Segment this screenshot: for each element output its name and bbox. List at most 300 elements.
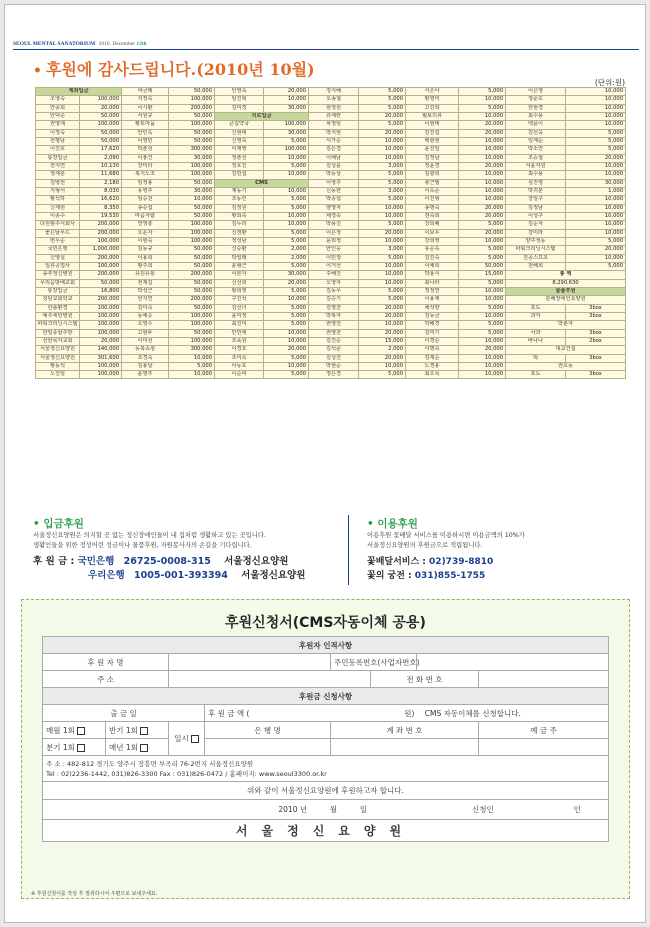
donor-name: 이현태 — [406, 121, 459, 129]
donor-amount: 5,000 — [264, 354, 309, 362]
donor-name: 신선희 — [215, 279, 264, 287]
donor-amount: 5,000 — [359, 196, 406, 204]
donor-name: 김승기 — [309, 296, 359, 304]
donor-name: 선한목자교회 — [36, 337, 80, 345]
donor-name: 과자 — [506, 312, 566, 320]
donor-amount: 10,000 — [459, 196, 506, 204]
donor-name: 박춘성 — [122, 146, 169, 154]
donor-amount: 50,000 — [80, 112, 122, 120]
donor-name: 전지연 — [36, 162, 80, 170]
donor-amount: 100,000 — [80, 121, 122, 129]
donor-name: 정재훈 — [36, 171, 80, 179]
org-name: 서울정신요양원 — [43, 820, 609, 842]
donor-amount: 50,000 — [169, 262, 215, 270]
donor-amount: 10,000 — [459, 312, 506, 320]
donor-name: 황석하 — [36, 196, 80, 204]
half-checkbox[interactable] — [140, 727, 148, 735]
donor-name: 구진석 — [215, 296, 264, 304]
donor-name: 이옥순 — [406, 187, 459, 195]
donor-amount: 5,000 — [459, 279, 506, 287]
donor-name: 일류공업사 — [36, 262, 80, 270]
donor-amount: 20,000 — [459, 346, 506, 354]
donor-row — [36, 179, 626, 187]
donor-amount: 200,000 — [80, 221, 122, 229]
donor-name: 이재영 — [215, 146, 264, 154]
donor-name: 신영실 — [36, 254, 80, 262]
donor-amount: 10,000 — [566, 171, 626, 179]
donor-row — [36, 154, 626, 162]
account-field[interactable] — [331, 739, 479, 756]
donor-amount: 10,000 — [359, 271, 406, 279]
donor-name: 3box — [566, 329, 626, 337]
donor-amount: 20,000 — [264, 346, 309, 354]
donor-amount: 10,000 — [264, 187, 309, 195]
donor-amount: 50,000 — [169, 212, 215, 220]
donor-amount: 10,000 — [459, 96, 506, 104]
donor-amount: 10,000 — [264, 154, 309, 162]
donor-amount: 3,000 — [359, 246, 406, 254]
donor-name: 조승철 — [506, 154, 566, 162]
donor-amount: 50,000 — [169, 129, 215, 137]
form-table — [42, 636, 609, 842]
donor-name: 조영숙 — [36, 96, 80, 104]
donor-row — [36, 96, 626, 104]
donor-name: 안덕준 — [36, 112, 80, 120]
account-number: 26725-0008-315 — [123, 556, 211, 567]
donor-name: 한지연 — [122, 296, 169, 304]
masthead-issue: 13th — [136, 41, 147, 47]
donor-name: 이순덕 — [215, 371, 264, 379]
donor-amount: 10,130 — [80, 162, 122, 170]
donor-name: 이동호 — [215, 362, 264, 370]
half-option[interactable] — [106, 722, 169, 739]
lump-label: 일시 — [174, 734, 189, 743]
donor-amount: 5,000 — [264, 162, 309, 170]
donor-amount: 301,600 — [80, 354, 122, 362]
donor-amount: 3,000 — [359, 187, 406, 195]
rrn-field[interactable] — [417, 654, 609, 671]
donor-name: 안영숙 — [215, 88, 264, 96]
donor-name: 김진순 — [309, 337, 359, 345]
donor-amount: 200,000 — [169, 296, 215, 304]
donor-name: 한일종합주방 — [36, 329, 80, 337]
donor-amount: 20,000 — [80, 337, 122, 345]
quarter-checkbox[interactable] — [77, 744, 85, 752]
account-bank: 국민은행 — [77, 556, 115, 567]
donor-amount: 10,000 — [459, 354, 506, 362]
seal-label: 인 — [573, 805, 581, 814]
usage-contacts — [367, 555, 493, 583]
donor-amount: 10,000 — [359, 279, 406, 287]
donor-row — [36, 262, 626, 270]
section-donor-header: 후원자 인적사항 — [43, 637, 609, 654]
donor-name: 3box — [566, 304, 626, 312]
donor-amount: 10,000 — [459, 187, 506, 195]
donor-amount: 20,000 — [459, 229, 506, 237]
donor-name: 다원범주식회사 — [36, 221, 80, 229]
donor-row — [36, 329, 626, 337]
donor-name: 강희영 — [406, 237, 459, 245]
donor-amount: 50,000 — [169, 179, 215, 187]
donor-name: 차정임 — [309, 121, 359, 129]
donor-amount: 50,000 — [169, 137, 215, 145]
donor-name: 신정환 — [215, 229, 264, 237]
donor-amount: 200,000 — [169, 104, 215, 112]
donor-amount: 5,000 — [169, 362, 215, 370]
donor-amount: 30,000 — [169, 187, 215, 195]
donor-name: 김은경 — [309, 146, 359, 154]
donor-name: 이은정 — [309, 229, 359, 237]
donor-amount: 200,000 — [80, 254, 122, 262]
donor-name: 이정숙 — [36, 129, 80, 137]
donor-amount: 15,000 — [459, 271, 506, 279]
donor-name: 임승천 — [122, 196, 169, 204]
donor-amount: 20,000 — [566, 154, 626, 162]
donor-name: 백윤이 — [506, 121, 566, 129]
donor-amount: 50,000 — [169, 112, 215, 120]
donor-row — [36, 171, 626, 179]
donor-section-header: 지로입금 — [215, 112, 309, 120]
donor-name: 김미기 — [406, 329, 459, 337]
donor-name: 김미경 — [215, 104, 264, 112]
donor-row — [36, 296, 626, 304]
donor-name: 파워크리닝시스템 — [506, 246, 566, 254]
donor-amount: 10,000 — [566, 229, 626, 237]
donor-name: 김정원 — [215, 204, 264, 212]
donor-name: 연영흥 — [122, 221, 169, 229]
donor-name: 황영미 — [406, 96, 459, 104]
donor-amount: 10,000 — [459, 287, 506, 295]
donor-name: 김선옥 — [506, 129, 566, 137]
donor-name: 포도 — [506, 371, 566, 379]
donor-name: 김광희 — [406, 171, 459, 179]
donor-row — [36, 221, 626, 229]
donor-amount: 30,000 — [264, 271, 309, 279]
donor-name: 김정남 — [406, 154, 459, 162]
half-label: 반기 1회 — [109, 725, 138, 735]
donor-name: 이경호 — [215, 346, 264, 354]
donor-name: 조경숙 — [122, 354, 169, 362]
newsletter-page — [4, 4, 646, 923]
donor-amount: 10,000 — [264, 212, 309, 220]
donor-name: 채경숙 — [309, 212, 359, 220]
donor-name: 강희혜 — [406, 221, 459, 229]
donor-amount: 10,000 — [566, 121, 626, 129]
flower-phone: 02)739-8810 — [429, 557, 494, 567]
donor-amount: 10,000 — [169, 354, 215, 362]
donor-name: 이본자 — [215, 271, 264, 279]
donor-amount: 5,000 — [264, 312, 309, 320]
donor-name: 박용진 — [309, 221, 359, 229]
donor-row — [36, 129, 626, 137]
donor-name: 양주생동 — [506, 237, 566, 245]
donor-amount: 5,000 — [566, 146, 626, 154]
donor-amount: 50,000 — [169, 88, 215, 96]
donor-name: 서은아 — [406, 88, 459, 96]
deposit-desc-line2: 생활인들을 위한 정성어린 성금이나 물품후원, 자원봉사자의 손길을 기다립니다. — [33, 542, 252, 549]
donor-name: 이거선 — [309, 262, 359, 270]
address-field[interactable] — [169, 671, 371, 688]
yearly-checkbox[interactable] — [140, 744, 148, 752]
donor-amount: 10,000 — [566, 96, 626, 104]
quarter-option[interactable] — [43, 739, 106, 756]
donor-amount: 5,000 — [459, 254, 506, 262]
donor-name: 채석양 — [406, 304, 459, 312]
org-contact: Tel : 02)2236-1442, 031)826-3300 Fax : 031)826-0472 / 홈페이지: www.seoul3300.or.kr — [46, 769, 327, 778]
donor-name: 안종희 — [36, 104, 80, 112]
donor-name: 노진일 — [36, 371, 80, 379]
donor-name-field[interactable] — [169, 654, 331, 671]
donor-amount: 30,000 — [264, 104, 309, 112]
donor-name: 서가순 — [309, 137, 359, 145]
donor-row — [36, 354, 626, 362]
donor-name: 이영민 — [122, 137, 169, 145]
donor-name: 박용식 — [406, 271, 459, 279]
usage-title — [367, 516, 418, 531]
deposit-desc-line1: 서울정신요양원은 의지할 곳 없는 정신장애인들이 내 집처럼 생활하고 있는 곳입니다. — [33, 532, 266, 539]
donor-amount: 20,000 — [359, 112, 406, 120]
donor-name: 오영수 — [122, 321, 169, 329]
bullet-dot-icon: • — [367, 518, 378, 530]
donor-amount: 11,680 — [80, 171, 122, 179]
donor-name: 임진혁 — [215, 96, 264, 104]
apply-statement: 위와 같이 서울정신요양원에 후원하고자 합니다. — [43, 782, 609, 800]
donor-name: 이홍건 — [122, 154, 169, 162]
unit-label: (단위:원) — [594, 78, 625, 87]
donor-name-label: 후 원 자 명 — [43, 654, 169, 671]
donor-name: 김동금 — [406, 312, 459, 320]
donor-amount: 50,000 — [169, 246, 215, 254]
donor-name: 윤희정 — [309, 237, 359, 245]
donor-name: 서울정신요양원 — [36, 354, 80, 362]
donor-amount: 10,000 — [264, 362, 309, 370]
donor-amount: 10,000 — [459, 146, 506, 154]
rrn-label: 주민등록번호(사업자번호) — [331, 654, 417, 671]
usage-desc-line1: 이용후원 꽃배달 서비스를 이용하시면 이용금액의 10%가 — [367, 532, 525, 539]
bank-col-header: 은 행 명 — [205, 722, 331, 739]
donor-amount: 1,000 — [566, 187, 626, 195]
donor-name: 송명숙 — [406, 204, 459, 212]
donor-name: 월보의류 — [406, 112, 459, 120]
donor-amount: 5,000 — [264, 304, 309, 312]
donor-name: 박복자 — [309, 312, 359, 320]
donor-name: 이경순 — [406, 337, 459, 345]
donor-amount: 10,000 — [264, 96, 309, 104]
donor-amount: 100,000 — [169, 337, 215, 345]
donor-amount: 10,000 — [566, 212, 626, 220]
monthly-checkbox[interactable] — [77, 727, 85, 735]
holder-col-header: 예 금 주 — [479, 722, 609, 739]
thanks-title-text: 후원에 감사드립니다.(2010년 10월) — [45, 60, 315, 79]
donor-name: 김미숙 — [122, 304, 169, 312]
donor-amount: 5,000 — [359, 179, 406, 187]
donor-amount: 100,000 — [80, 96, 122, 104]
donor-amount: 100,000 — [80, 321, 122, 329]
donor-amount: 100,000 — [169, 162, 215, 170]
donor-name: 권호동 — [506, 362, 626, 370]
bullet-dot-icon: • — [33, 63, 42, 79]
donor-name: 박현순 — [309, 362, 359, 370]
donor-name: 양영자 — [309, 204, 359, 212]
donor-amount: 10,000 — [264, 337, 309, 345]
donor-name: 김성진 — [309, 354, 359, 362]
donor-name: 유순옥 — [406, 246, 459, 254]
donor-amount: 10,000 — [566, 104, 626, 112]
donor-amount: 16,800 — [80, 287, 122, 295]
garden-label: 꽃의 궁전 : — [367, 571, 412, 581]
donor-row — [36, 187, 626, 195]
donor-name: 이민정 — [309, 254, 359, 262]
donor-name: 송승섭 — [122, 204, 169, 212]
application-form — [21, 599, 630, 899]
donor-name: 황동석 — [36, 362, 80, 370]
donor-amount: 5,000 — [359, 287, 406, 295]
donor-amount: 50,000 — [80, 279, 122, 287]
donor-name: 노경용 — [406, 362, 459, 370]
donor-name: 유영주 — [122, 187, 169, 195]
donor-name: 전숙희 — [406, 212, 459, 220]
donor-row — [36, 121, 626, 129]
donor-name: 백광현 — [406, 137, 459, 145]
donor-row — [36, 88, 626, 96]
donor-name: 떡 — [506, 354, 566, 362]
donor-name: 오영자 — [309, 279, 359, 287]
donor-amount: 100,000 — [169, 171, 215, 179]
donor-amount: 20,000 — [359, 354, 406, 362]
org-address: 주 소 : 482-812 경기도 양주시 장흥면 부곡리 76-2번지 서울정신요양원 — [46, 759, 254, 768]
holder-field[interactable] — [479, 739, 609, 756]
donor-amount: 10,000 — [264, 221, 309, 229]
donor-name: 전해희 — [506, 262, 566, 270]
donor-amount: 100,000 — [169, 221, 215, 229]
quarter-label: 분기 1회 — [46, 742, 75, 752]
donor-name: 안인웅 — [309, 246, 359, 254]
donor-name: 박혜경 — [406, 321, 459, 329]
donor-amount: 5,000 — [566, 129, 626, 137]
donor-name: 좋은날푸드 — [36, 229, 80, 237]
donor-name: 고현두 — [122, 329, 169, 337]
masthead — [13, 41, 639, 50]
donor-amount: 5,000 — [359, 221, 406, 229]
donor-amount: 3,000 — [359, 162, 406, 170]
donor-amount: 10,000 — [169, 196, 215, 204]
donor-name: 최수용 — [506, 112, 566, 120]
account-owner: 서울정신요양원 — [224, 556, 289, 567]
donor-name: 이진호 — [36, 146, 80, 154]
donor-name: 청담교회학교 — [36, 296, 80, 304]
donor-amount: 5,000 — [566, 137, 626, 145]
donor-name: 박성근 — [122, 287, 169, 295]
lump-checkbox[interactable] — [191, 735, 199, 743]
donor-name: 안인옥 — [122, 129, 169, 137]
org-contact-block — [43, 756, 609, 782]
donor-name: 큰길약국 — [215, 121, 264, 129]
donor-name: 정춘선 — [215, 154, 264, 162]
donor-row — [36, 337, 626, 345]
donor-name: 3box — [566, 371, 626, 379]
donor-amount: 10,000 — [359, 262, 406, 270]
donor-name: 김동우 — [309, 287, 359, 295]
donor-name: 박일래 — [215, 254, 264, 262]
donor-name: 신동한 — [309, 187, 359, 195]
donor-amount: 20,000 — [459, 212, 506, 220]
donor-section-header: 물품후원 — [506, 287, 626, 295]
donor-amount: 5,000 — [459, 104, 506, 112]
donor-name: 파워크리닝시스템 — [37, 321, 78, 328]
donor-name: 복지노조 — [122, 171, 169, 179]
donor-amount: 20,000 — [359, 229, 406, 237]
donor-name: 이해남 — [309, 154, 359, 162]
donor-amount: 100,000 — [80, 237, 122, 245]
donor-name: 윤형근 — [215, 262, 264, 270]
masthead-date: 2010. December — [98, 41, 135, 47]
donor-amount: 300,000 — [169, 346, 215, 354]
donor-name: 황희숙 — [215, 212, 264, 220]
yearly-option[interactable] — [106, 739, 169, 756]
donor-name: 강일구 — [506, 196, 566, 204]
donor-amount: 100,000 — [264, 146, 309, 154]
donor-amount: 200,000 — [80, 296, 122, 304]
donor-row — [36, 112, 626, 120]
donor-amount: 100,000 — [80, 329, 122, 337]
donor-name: 황토마을 — [122, 121, 169, 129]
donor-amount: 5,000 — [459, 246, 506, 254]
donor-section-header: 계좌입금 — [36, 88, 122, 96]
section-divider — [348, 515, 349, 585]
donor-name: 2box — [566, 337, 626, 345]
donor-name: 신승환 — [215, 246, 264, 254]
donor-name: 통장입금 — [36, 154, 80, 162]
donor-name: 정준호 — [506, 96, 566, 104]
date-month: 월 — [329, 805, 338, 814]
donor-row — [36, 271, 626, 279]
deposit-label: 후 원 금 : — [33, 556, 75, 567]
phone-field[interactable] — [479, 671, 609, 688]
donor-name: 송추정신병원 — [36, 271, 80, 279]
donor-amount: 50,000 — [80, 137, 122, 145]
donor-amount: 100,000 — [169, 321, 215, 329]
donor-row — [36, 204, 626, 212]
donor-name: 심진영 — [506, 179, 566, 187]
donor-amount: 2,000 — [359, 346, 406, 354]
donor-amount: 10,000 — [459, 362, 506, 370]
donor-amount: 20,000 — [264, 88, 309, 96]
donor-amount: 8,350 — [80, 204, 122, 212]
donor-amount: 5,000 — [264, 321, 309, 329]
donor-amount: 5,000 — [264, 137, 309, 145]
donor-amount: 10,000 — [566, 112, 626, 120]
donor-name: 조동린 — [215, 196, 264, 204]
donor-amount: 5,000 — [264, 371, 309, 379]
donor-name: 3box — [566, 312, 626, 320]
donor-amount: 10,000 — [459, 296, 506, 304]
bank-field[interactable] — [205, 739, 331, 756]
donor-amount: 50,000 — [169, 287, 215, 295]
account-col-header: 계 좌 번 호 — [331, 722, 479, 739]
donor-name: 지형서 — [36, 187, 80, 195]
donor-amount: 10,000 — [264, 296, 309, 304]
donor-name: 서원규 — [122, 112, 169, 120]
monthly-option[interactable] — [43, 722, 106, 739]
form-title: 후원신청서(CMS자동이체 공용) — [225, 615, 426, 631]
donor-name: 이예희 — [406, 262, 459, 270]
lump-option[interactable] — [169, 722, 205, 756]
donor-amount: 10,000 — [459, 337, 506, 345]
donor-amount: 100,000 — [80, 371, 122, 379]
donor-amount: 20,000 — [359, 312, 406, 320]
donor-name: 이용희 — [122, 254, 169, 262]
donor-name: 최오목 — [406, 371, 459, 379]
